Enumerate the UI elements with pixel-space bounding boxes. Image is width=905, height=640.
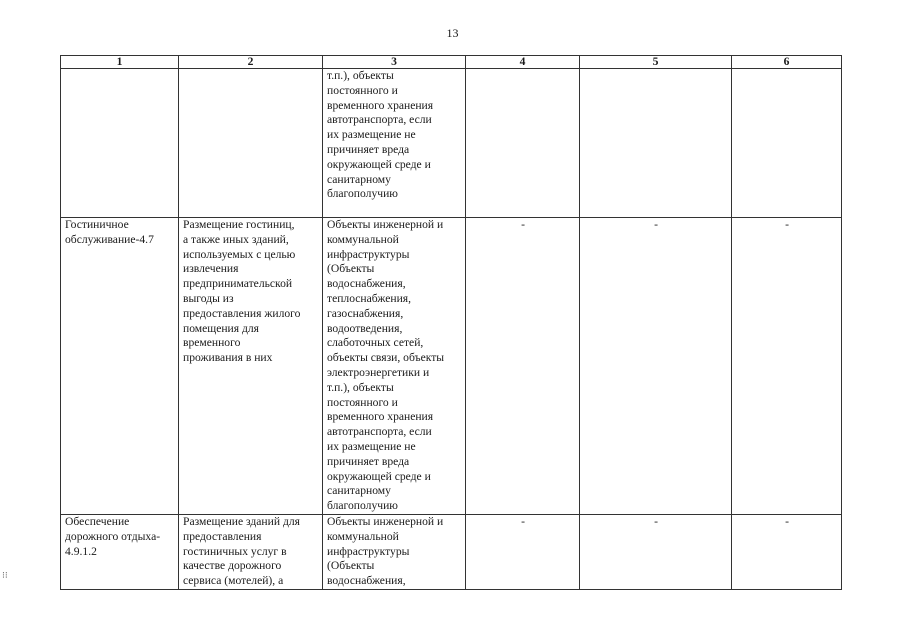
cell-col-6: - — [732, 515, 842, 590]
cell-description — [179, 69, 323, 218]
cell-col-5 — [580, 69, 732, 218]
column-header-1: 1 — [61, 56, 179, 69]
zoning-table — [60, 55, 842, 590]
column-header-5: 5 — [580, 56, 732, 69]
cell-col-5: - — [580, 515, 732, 590]
table-header-row — [61, 56, 842, 69]
cell-col-5: - — [580, 218, 732, 515]
cell-auxiliary-objects: т.п.), объекты постоянного и временного хранения автотранспорта, если их размещение не причиняет вреда окружающей среде и санитарному благополучию — [323, 69, 466, 218]
table-row — [61, 218, 842, 515]
cell-col-6: - — [732, 218, 842, 515]
column-header-6: 6 — [732, 56, 842, 69]
cell-col-4 — [466, 69, 580, 218]
margin-mark: ⁝⁝ — [2, 570, 8, 580]
cell-use-type: Гостиничное обслуживание-4.7 — [61, 218, 179, 515]
cell-description: Размещение зданий для предоставления гостиничных услуг в качестве дорожного сервиса (мотелей), а — [179, 515, 323, 590]
cell-description: Размещение гостиниц, а также иных зданий, используемых с целью извлечения предпринимательской выгоды из предоставления жилого помещения для временного проживания в них — [179, 218, 323, 515]
cell-col-4: - — [466, 218, 580, 515]
column-header-2: 2 — [179, 56, 323, 69]
cell-auxiliary-objects: Объекты инженерной и коммунальной инфраструктуры (Объекты водоснабжения, — [323, 515, 466, 590]
cell-col-4: - — [466, 515, 580, 590]
cell-col-6 — [732, 69, 842, 218]
cell-auxiliary-objects: Объекты инженерной и коммунальной инфраструктуры (Объекты водоснабжения, теплоснабжения, газоснабжения, водоотведения, слаботочных сетей, объекты связи, объекты электроэнергетики и т.п.), объекты постоянного и временного хранения автотранспорта, если их размещение не причиняет вреда окружающей среде и санитарному благополучию — [323, 218, 466, 515]
page-number: 13 — [446, 26, 459, 40]
cell-use-type: Обеспечение дорожного отдыха- 4.9.1.2 — [61, 515, 179, 590]
cell-use-type — [61, 69, 179, 218]
table-row — [61, 515, 842, 590]
column-header-3: 3 — [323, 56, 466, 69]
column-header-4: 4 — [466, 56, 580, 69]
table-row — [61, 69, 842, 218]
